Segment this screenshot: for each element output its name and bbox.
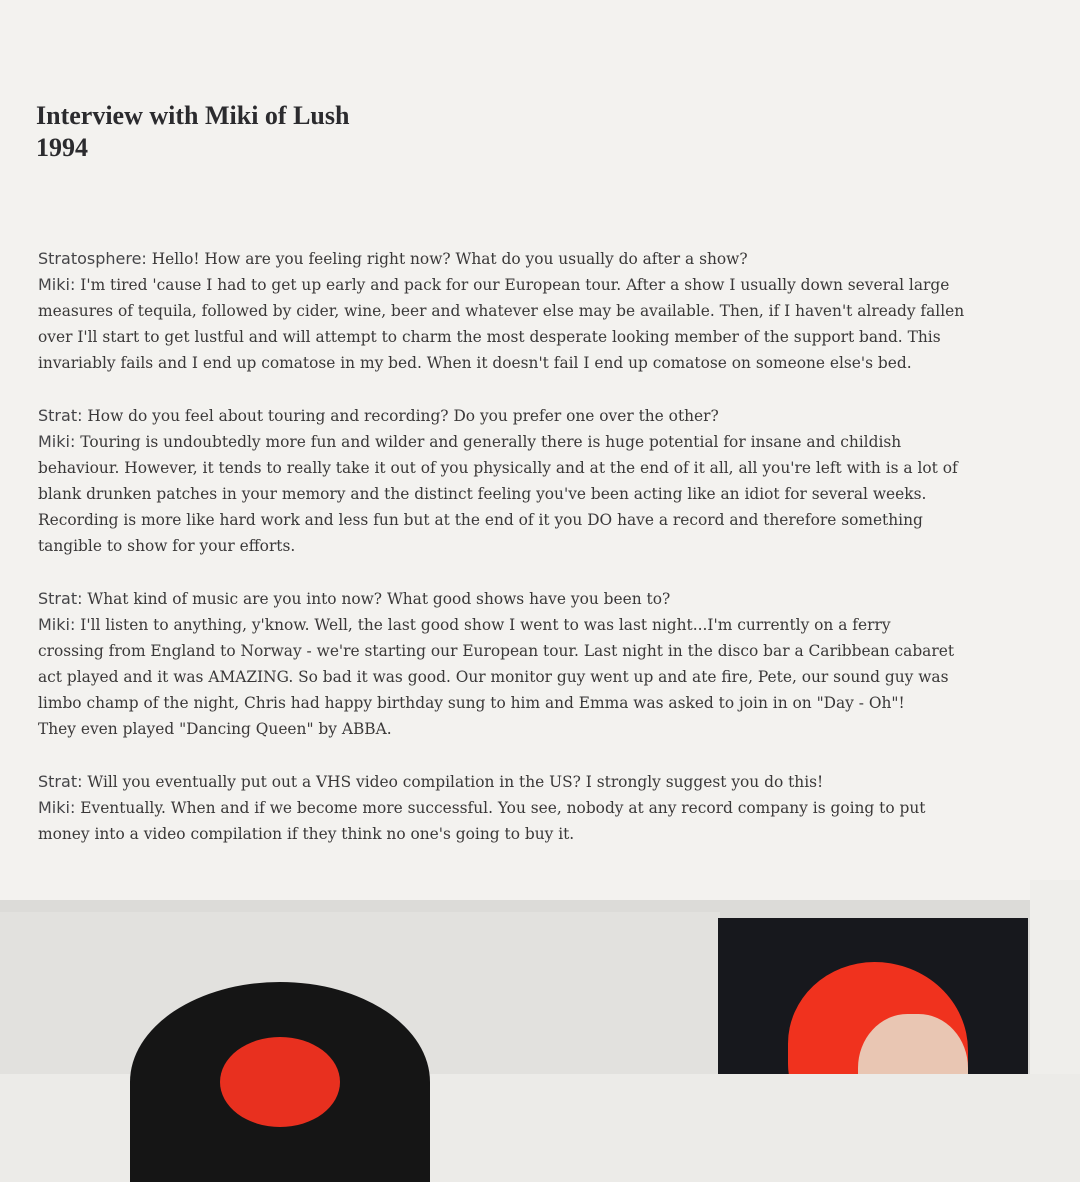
answer-line: measures of tequila, followed by cider, wine, beer and whatever else may be available. Then, if I haven't already fallen: [38, 302, 965, 320]
question-text: What kind of music are you into now? What good shows have you been to?: [87, 590, 671, 608]
question-line: [38, 586, 1078, 612]
answer-text: I'll listen to anything, y'know. Well, the last good show I went to was last night...I'm currently on a ferry: [80, 616, 891, 634]
question-line: [38, 403, 1078, 429]
title-year: 1994: [36, 133, 88, 162]
question-speaker: Stratosphere:: [38, 249, 147, 268]
portrait-photo: [718, 918, 1028, 1074]
qa-block: [38, 769, 1078, 847]
qa-block: [38, 403, 1078, 559]
answer-line: [38, 795, 1078, 821]
answer-speaker: Miki:: [38, 798, 76, 817]
answer-line: blank drunken patches in your memory and the distinct feeling you've been acting like an idiot for several weeks.: [38, 485, 927, 503]
answer-line: They even played "Dancing Queen" by ABBA.: [38, 720, 392, 738]
question-speaker: Strat:: [38, 406, 83, 425]
qa-block: [38, 586, 1078, 742]
question-line: [38, 769, 1078, 795]
question-text: How do you feel about touring and recording? Do you prefer one over the other?: [87, 407, 719, 425]
answer-speaker: Miki:: [38, 275, 76, 294]
answer-line: over I'll start to get lustful and will attempt to charm the most desperate looking member of the support band. This: [38, 328, 941, 346]
answer-line: [38, 612, 1078, 638]
answer-line: invariably fails and I end up comatose in my bed. When it doesn't fail I end up comatose on someone else's bed.: [38, 354, 912, 372]
answer-line: [38, 272, 1078, 298]
circular-photo: [130, 982, 430, 1182]
paper-edge: [1030, 880, 1080, 1074]
answer-line: behaviour. However, it tends to really take it out of you physically and at the end of it all, all you're left with is a lot of: [38, 459, 958, 477]
question-line: [38, 246, 1078, 272]
question-speaker: Strat:: [38, 772, 83, 791]
question-text: Will you eventually put out a VHS video compilation in the US? I strongly suggest you do this!: [87, 773, 824, 791]
question-text: Hello! How are you feeling right now? What do you usually do after a show?: [151, 250, 748, 268]
answer-line: [38, 429, 1078, 455]
answer-text: Touring is undoubtedly more fun and wilder and generally there is huge potential for insane and childish: [80, 433, 902, 451]
answer-text: Eventually. When and if we become more successful. You see, nobody at any record company is going to put: [80, 799, 926, 817]
answer-speaker: Miki:: [38, 615, 76, 634]
answer-speaker: Miki:: [38, 432, 76, 451]
interview-body: [38, 246, 1078, 874]
red-hair: [220, 1037, 340, 1127]
answer-line: act played and it was AMAZING. So bad it was good. Our monitor guy went up and ate fire, Pete, our sound guy was: [38, 668, 949, 686]
answer-line: tangible to show for your efforts.: [38, 537, 296, 555]
answer-line: limbo champ of the night, Chris had happy birthday sung to him and Emma was asked to join in on "Day - Oh"!: [38, 694, 905, 712]
title-line-1: Interview with Miki of Lush: [36, 101, 350, 130]
answer-line: Recording is more like hard work and less fun but at the end of it you DO have a record and therefore something: [38, 511, 923, 529]
answer-line: crossing from England to Norway - we're starting our European tour. Last night in the disco bar a Caribbean cabaret: [38, 642, 955, 660]
qa-block: [38, 246, 1078, 376]
question-speaker: Strat:: [38, 589, 83, 608]
answer-text: I'm tired 'cause I had to get up early and pack for our European tour. After a show I usually down several large: [80, 276, 950, 294]
document-title: [36, 100, 349, 164]
answer-line: money into a video compilation if they think no one's going to buy it.: [38, 825, 575, 843]
